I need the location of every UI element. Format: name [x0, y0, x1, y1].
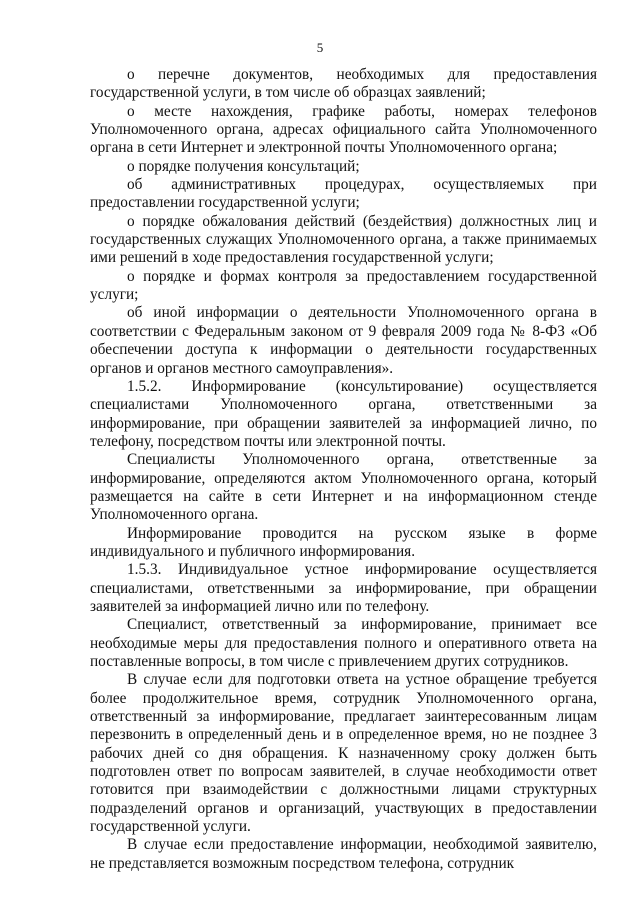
paragraph-list-item-consultations: о порядке получения консультаций; — [127, 157, 360, 175]
page-number: 5 — [316, 40, 324, 55]
paragraph-section-1-5-3: 1.5.3. Индивидуальное устное информирование осуществляется специалистами, ответственными за информирование, при обращении заявителей за информацией лично или по телефону. — [90, 561, 597, 615]
paragraph-specialist-measures: Специалист, ответственный за информирование, принимает все необходимые меры для предоставления полного и оперативного ответа на поставленные вопросы, в том числе с привлечением других сотрудников. — [90, 616, 597, 670]
paragraph-list-item-location: о месте нахождения, графике работы, номерах телефонов Уполномоченного органа, адресах официального сайта Уполномоченного органа в сети Интернет и электронной почты Уполномоченного органа; — [90, 102, 597, 157]
paragraph-list-item-documents: о перечне документов, необходимых для предоставления государственной услуги, в том числе об образцах заявлений; — [90, 66, 597, 102]
paragraph-list-item-procedures: об административных процедурах, осуществляемых при предоставлении государственной услуги; — [90, 176, 597, 212]
paragraph-section-1-5-2: 1.5.2. Информирование (консультирование) осуществляется специалистами Уполномоченного органа, ответственными за информирование, при обращении заявителей за информацией лично, по телефону, посредством почты или электронной почты. — [90, 377, 597, 450]
paragraph-specialists: Специалисты Уполномоченного органа, ответственные за информирование, определяются актом Уполномоченного органа, который размещается на сайте в сети Интернет и на информационном стенде Уполномоченного органа. — [90, 451, 597, 524]
document-body — [90, 66, 597, 873]
paragraph-language: Информирование проводится на русском языке в форме индивидуального и публичного информирования. — [90, 524, 597, 560]
paragraph-list-item-appeals: о порядке обжалования действий (бездействия) должностных лиц и государственных служащих Уполномоченного органа, а также принимаемых ими решений в ходе предоставления государственной услуги; — [90, 212, 597, 267]
paragraph-list-item-other-info: об иной информации о деятельности Уполномоченного органа в соответствии с Федеральным законом от 9 февраля 2009 года № 8-ФЗ «Об обеспечении доступа к информации о деятельности государственных органов и органов местного самоуправления». — [90, 304, 597, 377]
paragraph-phone-not-possible: В случае если предоставление информации, необходимой заявителю, не представляется возможным посредством телефона, сотрудник — [90, 836, 597, 872]
paragraph-extended-time: В случае если для подготовки ответа на устное обращение требуется более продолжительное время, сотрудник Уполномоченного органа, ответственный за информирование, предлагает заинтересованным лицам перезвонить в определенный день и в определенное время, но не позднее 3 рабочих дней со дня обращения. К назначенному сроку должен быть подготовлен ответ по вопросам заявителей, в случае необходимости ответ готовится при взаимодействии с должностными лицами структурных подразделений органов и организаций, участвующих в предоставлении государственной услуги. — [90, 671, 597, 836]
paragraph-list-item-control: о порядке и формах контроля за предоставлением государственной услуги; — [90, 267, 597, 304]
